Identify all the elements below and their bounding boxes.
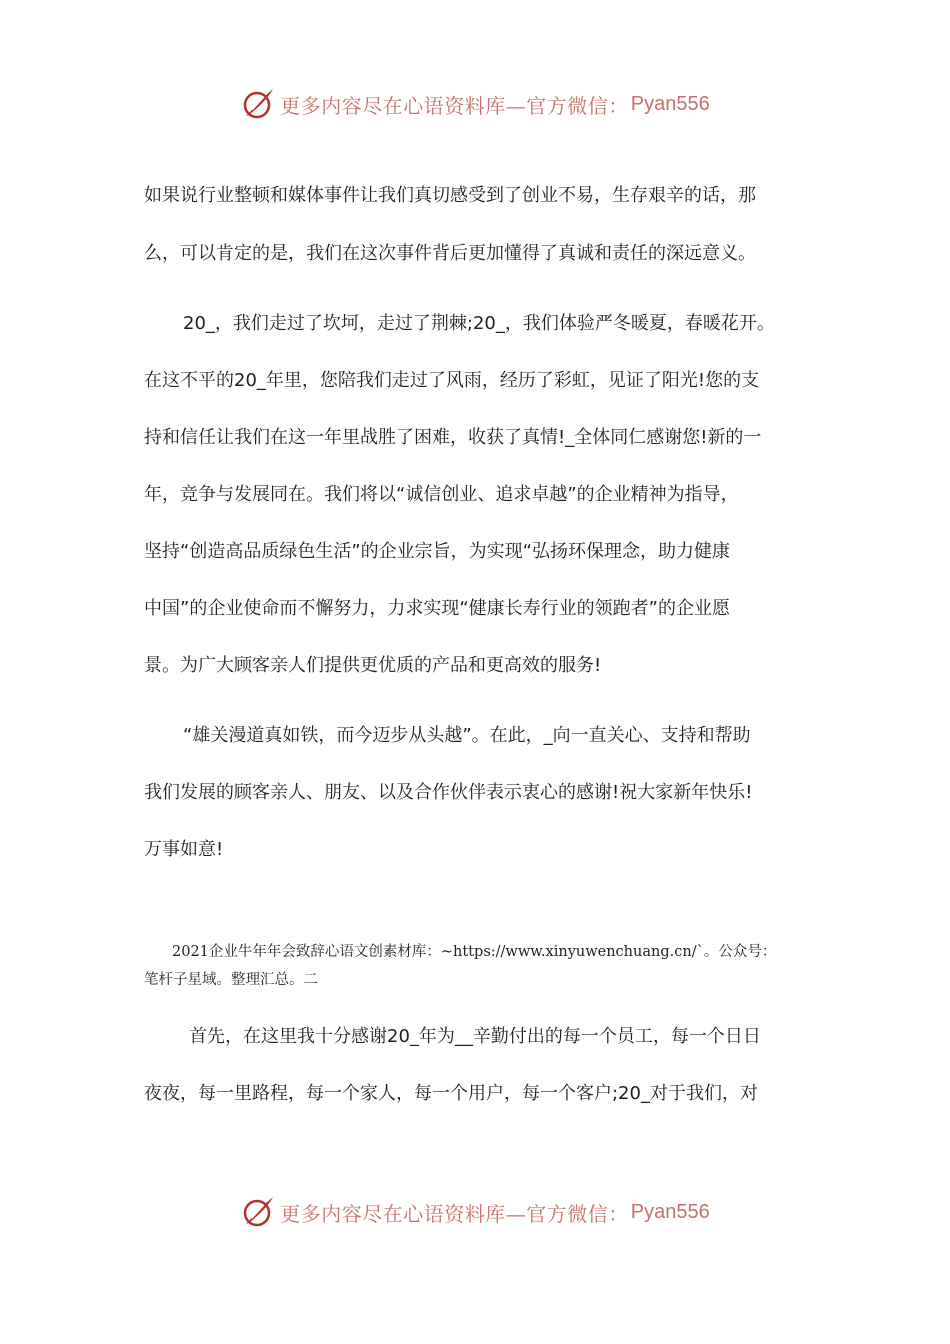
banner-text: 更多内容尽在心语资料库—官方微信： bbox=[280, 93, 629, 118]
text-line: “雄关漫道真如铁，而今迈步从头越”。在此，_向一直关心、支持和帮助 bbox=[183, 725, 751, 746]
source-caption: 2021企业牛年年会致辞心语文创素材库：~https://www.xinyuwenchuang.cn/`。公众号： bbox=[172, 944, 777, 960]
source-caption: 笔杆子星域。整理汇总。二 bbox=[144, 972, 318, 988]
wechat-id: Pyan556 bbox=[630, 92, 710, 115]
text-line: 我们发展的顾客亲人、朋友、以及合作伙伴表示衷心的感谢!祝大家新年快乐! bbox=[144, 782, 753, 803]
text-line: 景。为广大顾客亲人们提供更优质的产品和更高效的服务! bbox=[144, 655, 602, 676]
text-line: 万事如意! bbox=[144, 839, 224, 860]
text-line: 持和信任让我们在这一年里战胜了困难，收获了真情!_全体同仁感谢您!新的一 bbox=[144, 427, 762, 448]
quill-logo-icon bbox=[240, 1194, 276, 1230]
text-line: 如果说行业整顿和媒体事件让我们真切感受到了创业不易，生存艰辛的话，那 bbox=[144, 185, 756, 206]
header-banner bbox=[0, 84, 950, 124]
quill-logo-icon bbox=[240, 86, 276, 122]
wechat-id: Pyan556 bbox=[630, 1200, 710, 1223]
text-line: 坚持“创造高品质绿色生活”的企业宗旨，为实现“弘扬环保理念，助力健康 bbox=[144, 541, 730, 562]
text-line: 么，可以肯定的是，我们在这次事件背后更加懂得了真诚和责任的深远意义。 bbox=[144, 243, 756, 264]
text-line: 年，竞争与发展同在。我们将以“诚信创业、追求卓越”的企业精神为指导， bbox=[144, 484, 739, 505]
text-line: 20_，我们走过了坎坷，走过了荆棘;20_，我们体验严冬暖夏，春暖花开。 bbox=[183, 313, 775, 334]
text-line: 在这不平的20_年里，您陪我们走过了风雨，经历了彩虹，见证了阳光!您的支 bbox=[144, 370, 760, 391]
text-line: 中国”的企业使命而不懈努力，力求实现“健康长寿行业的领跑者”的企业愿 bbox=[144, 598, 730, 619]
text-line: 首先，在这里我十分感谢20_年为__辛勤付出的每一个员工，每一个日日 bbox=[189, 1026, 761, 1047]
text-line: 夜夜，每一里路程，每一个家人，每一个用户，每一个客户;20_对于我们，对 bbox=[144, 1083, 758, 1104]
banner-text: 更多内容尽在心语资料库—官方微信： bbox=[280, 1201, 629, 1226]
footer-banner bbox=[0, 1192, 950, 1232]
